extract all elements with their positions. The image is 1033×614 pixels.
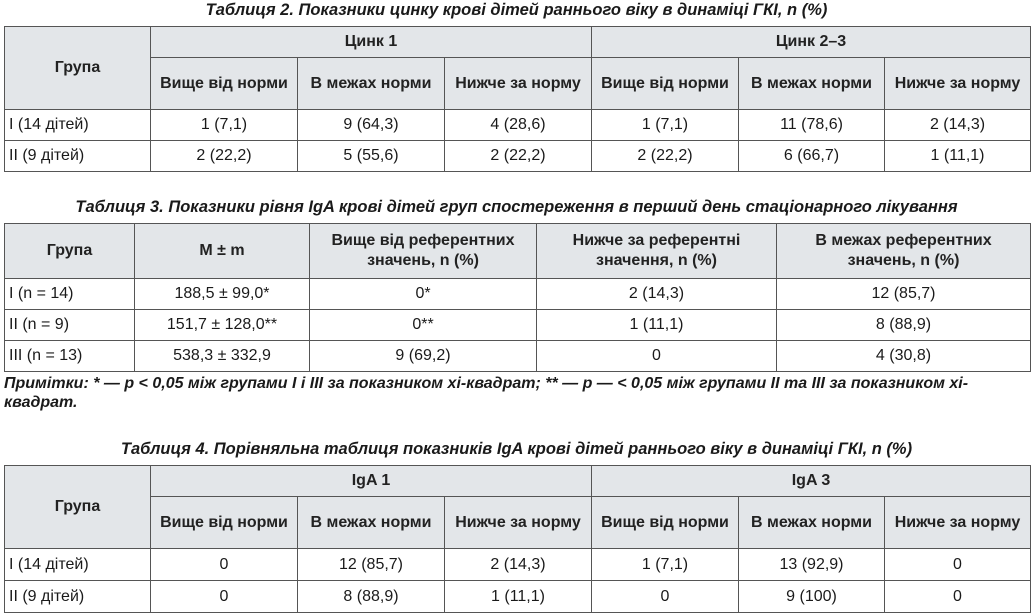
table4-cell: 9 (100) [739, 581, 885, 613]
table4-cell: 12 (85,7) [298, 549, 445, 581]
table2-subheader: Вище від норми [151, 58, 298, 110]
table3-caption: Таблиця 3. Показники рівня IgA крові дітей груп спостереження в перший день стаціонарного лікування [75, 198, 958, 216]
table3-cell: 2 (14,3) [537, 279, 777, 310]
table3-cell: 151,7 ± 128,0** [135, 310, 310, 341]
table4-subheader: Вище від норми [592, 497, 739, 549]
table2-caption: Таблиця 2. Показники цинку крові дітей раннього віку в динаміці ГКІ, n (%) [205, 1, 828, 19]
table4-colgroup-iga3: IgA 3 [592, 466, 1031, 497]
table4-subheader: В межах норми [739, 497, 885, 549]
table2-subheader: Нижче за норму [885, 58, 1031, 110]
table4-cell: 0 [151, 581, 298, 613]
table2-subheader: Вище від норми [592, 58, 739, 110]
table-row [5, 549, 1031, 581]
table3-cell: 9 (69,2) [310, 341, 537, 372]
table3-header: Група [5, 224, 135, 279]
table2-subheader: Нижче за норму [445, 58, 592, 110]
table2-cell: 9 (64,3) [298, 110, 445, 141]
table4-cell: 2 (14,3) [445, 549, 592, 581]
table2-subheader: В межах норми [298, 58, 445, 110]
table4-subheader: В межах норми [298, 497, 445, 549]
table4-cell: 13 (92,9) [739, 549, 885, 581]
table2 [4, 26, 1031, 172]
table3-note: Примітки: * — p < 0,05 між групами I і III за показником хі-квадрат; ** — p — < 0,05 між групами II та III за показником хі-квадрат. [4, 375, 969, 411]
table-row [5, 341, 1031, 372]
table4-subheader: Нижче за норму [445, 497, 592, 549]
table-row [5, 310, 1031, 341]
table2-cell: 2 (14,3) [885, 110, 1031, 141]
table2-cell: 6 (66,7) [739, 141, 885, 172]
table3-cell: 0* [310, 279, 537, 310]
table4-colgroup-iga1: IgA 1 [151, 466, 592, 497]
table2-cell: 1 (7,1) [151, 110, 298, 141]
table-row [5, 279, 1031, 310]
table3-cell: 4 (30,8) [777, 341, 1031, 372]
table2-cell: 2 (22,2) [151, 141, 298, 172]
table-row [5, 110, 1031, 141]
table2-cell: 11 (78,6) [739, 110, 885, 141]
table2-subheader: В межах норми [739, 58, 885, 110]
table2-cell: 1 (11,1) [885, 141, 1031, 172]
table2-cell: 2 (22,2) [445, 141, 592, 172]
table4-cell: I (14 дітей) [5, 549, 151, 581]
table4-cell: 1 (7,1) [592, 549, 739, 581]
table2-group-header: Група [5, 27, 151, 110]
table3-cell: 0 [537, 341, 777, 372]
table3-cell: 188,5 ± 99,0* [135, 279, 310, 310]
table3 [4, 223, 1031, 372]
table2-cell: 2 (22,2) [592, 141, 739, 172]
table4-cell: 0 [885, 581, 1031, 613]
table3-header: Вище від референтних значень, n (%) [310, 224, 537, 279]
table4-cell: 8 (88,9) [298, 581, 445, 613]
table3-cell: II (n = 9) [5, 310, 135, 341]
table3-header: В межах референтних значень, n (%) [777, 224, 1031, 279]
table4-cell: 0 [592, 581, 739, 613]
table2-colgroup-zinc23: Цинк 2–3 [592, 27, 1031, 58]
table4 [4, 465, 1031, 613]
table4-cell: II (9 дітей) [5, 581, 151, 613]
table3-cell: 538,3 ± 332,9 [135, 341, 310, 372]
table4-caption: Таблиця 4. Порівняльна таблиця показників IgA крові дітей раннього віку в динаміці ГКІ, n (%) [120, 440, 913, 458]
table3-cell: 1 (11,1) [537, 310, 777, 341]
table4-group-header: Група [5, 466, 151, 549]
table3-header: M ± m [135, 224, 310, 279]
table2-cell: I (14 дітей) [5, 110, 151, 141]
table4-cell: 1 (11,1) [445, 581, 592, 613]
table3-cell: I (n = 14) [5, 279, 135, 310]
table3-cell: 8 (88,9) [777, 310, 1031, 341]
table2-colgroup-zinc1: Цинк 1 [151, 27, 592, 58]
table4-cell: 0 [151, 549, 298, 581]
table2-cell: 4 (28,6) [445, 110, 592, 141]
table-row [5, 581, 1031, 613]
table4-cell: 0 [885, 549, 1031, 581]
table3-cell: 12 (85,7) [777, 279, 1031, 310]
table2-cell: 1 (7,1) [592, 110, 739, 141]
table4-subheader: Нижче за норму [885, 497, 1031, 549]
table3-header: Нижче за референтні значення, n (%) [537, 224, 777, 279]
table2-cell: 5 (55,6) [298, 141, 445, 172]
table2-cell: II (9 дітей) [5, 141, 151, 172]
table-row [5, 141, 1031, 172]
table3-cell: III (n = 13) [5, 341, 135, 372]
table3-cell: 0** [310, 310, 537, 341]
table4-subheader: Вище від норми [151, 497, 298, 549]
